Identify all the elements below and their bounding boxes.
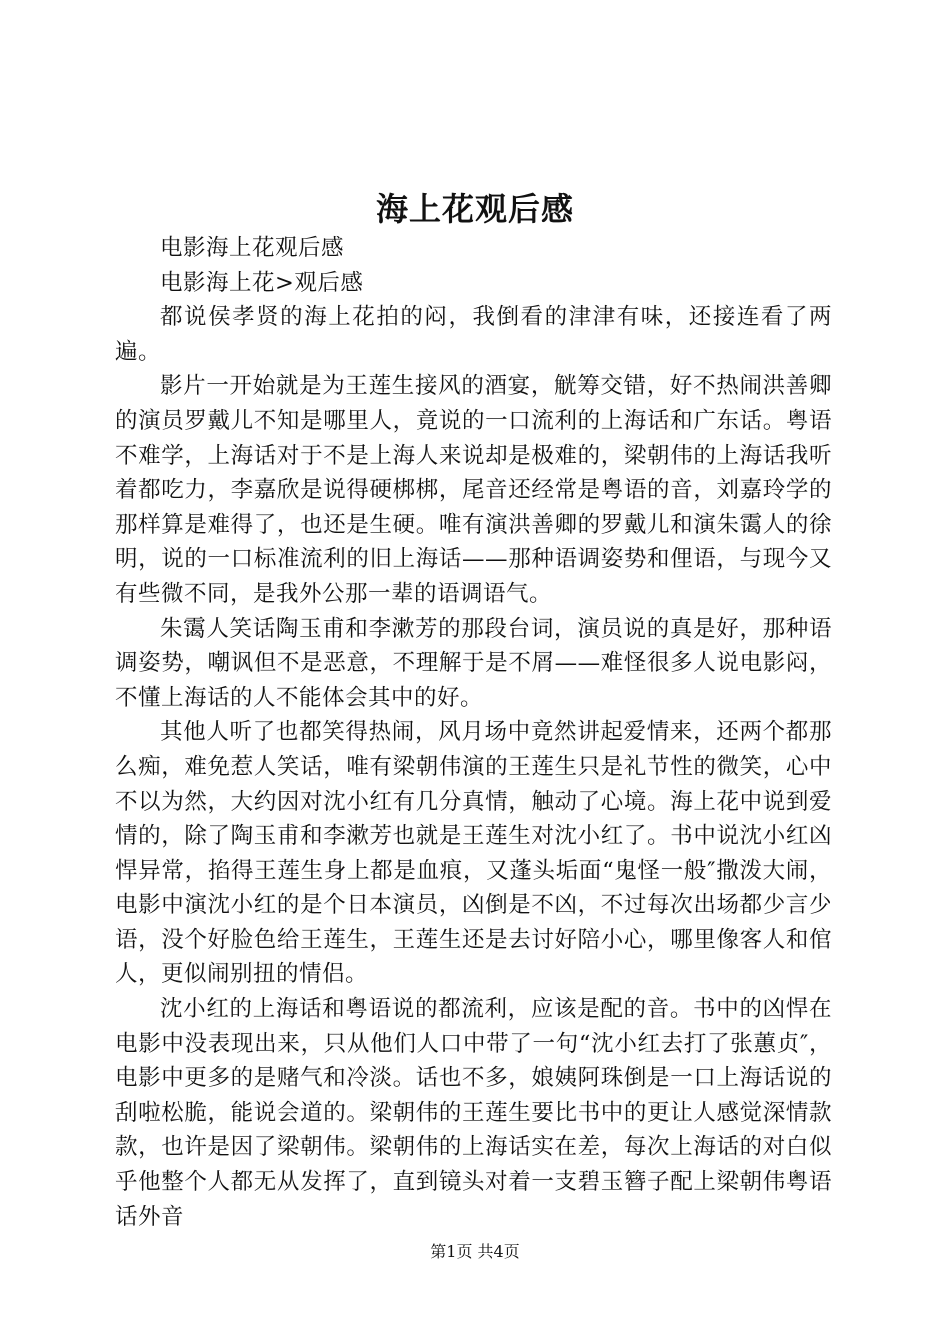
paragraph: 其他人听了也都笑得热闹，风月场中竟然讲起爱情来，还两个都那么痴，难免惹人笑话，唯有梁朝伟演的王莲生只是礼节性的微笑，心中不以为然，大约因对沈小红有几分真情，触动了心境。海上花中说到爱情的，除了陶玉甫和李漱芳也就是王莲生对沈小红了。书中说沈小红凶悍异常，掐得王莲生身上都是血痕，又蓬头垢面“鬼怪一般″撒泼大闹，电影中演沈小红的是个日本演员，凶倒是不凶，不过每次出场都少言少语，没个好脸色给王莲生，王莲生还是去讨好陪小心，哪里像客人和倌人，更似闹别扭的情侣。 — [115, 719, 832, 988]
paragraph: 影片一开始就是为王莲生接风的酒宴，觥筹交错，好不热闹洪善卿的演员罗戴儿不知是哪里人，竟说的一口流利的上海话和广东话。粤语不难学，上海话对于不是上海人来说却是极难的，梁朝伟的上海话我听着都吃力，李嘉欣是说得硬梆梆，尾音还经常是粤语的音，刘嘉玲学的那样算是难得了，也还是生硬。唯有演洪善卿的罗戴儿和演朱霭人的徐明，说的一口标准流利的旧上海话——那种语调姿势和俚语，与现今又有些微不同，是我外公那一辈的语调语气。 — [115, 373, 832, 607]
document-body — [115, 231, 832, 1234]
paragraph: 电影海上花>观后感 — [160, 269, 364, 296]
paragraph: 朱霭人笑话陶玉甫和李漱芳的那段台词，演员说的真是好，那种语调姿势，嘲讽但不是恶意，不理解于是不屑——难怪很多人说电影闷，不懂上海话的人不能体会其中的好。 — [115, 615, 832, 711]
paragraph: 都说侯孝贤的海上花拍的闷，我倒看的津津有味，还接连看了两遍。 — [115, 304, 832, 365]
paragraph: 电影海上花观后感 — [160, 235, 345, 261]
paragraph: 沈小红的上海话和粤语说的都流利，应该是配的音。书中的凶悍在电影中没表现出来，只从他们人口中带了一句“沈小红去打了张蕙贞″，电影中更多的是赌气和冷淡。话也不多，娘姨阿珠倒是一口上海话说的刮啦松脆，能说会道的。梁朝伟的王莲生要比书中的更让人感觉深情款款，也许是因了梁朝伟。梁朝伟的上海话实在差，每次上海话的对白似乎他整个人都无从发挥了，直到镜头对着一支碧玉簪子配上梁朝伟粤语话外音 — [115, 996, 832, 1230]
page-number-footer: 第1页 共4页 — [430, 1242, 520, 1261]
document-title: 海上花观后感 — [375, 190, 574, 228]
